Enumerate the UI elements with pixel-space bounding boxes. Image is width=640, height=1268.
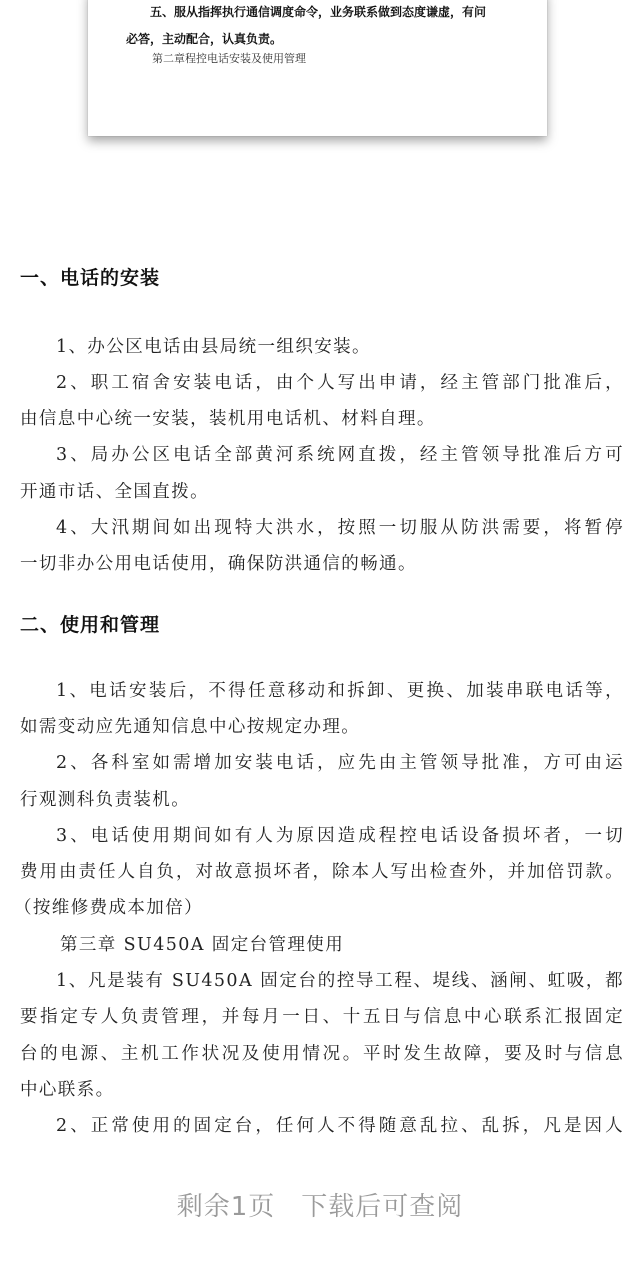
paragraph-line: 1、办公区电话由县局统一组织安装。 — [56, 337, 371, 357]
paragraph-line: 中心联系。 — [20, 1080, 115, 1100]
section-heading-usage: 二、使用和管理 — [20, 614, 161, 636]
preview-text-line: 五、服从指挥执行通信调度命令，业务联系做到态度谦虚，有问 — [150, 5, 487, 19]
paragraph-line: 1、电话安装后，不得任意移动和拆卸、更换、加装串联电话等， — [56, 681, 624, 701]
section-heading-installation: 一、电话的安装 — [20, 267, 161, 289]
remaining-pages-label[interactable]: 剩余1页 — [176, 1192, 276, 1222]
paragraph-line: 费用由责任人自负，对故意损坏者，除本人写出检查外，并加倍罚款。 — [20, 862, 624, 882]
paragraph-line: 4、大汛期间如出现特大洪水，按照一切服从防洪需要，将暂停 — [56, 518, 624, 538]
download-to-read-label[interactable]: 下载后可查阅 — [301, 1192, 464, 1222]
paragraph-line: 行观测科负责装机。 — [20, 790, 191, 810]
preview-chapter-title: 第二章程控电话安装及使用管理 — [152, 52, 306, 65]
paragraph-line: 如需变动应先通知信息中心按规定办理。 — [20, 717, 361, 737]
paragraph-line: 2、正常使用的固定台，任何人不得随意乱拉、乱拆，凡是因人 — [56, 1116, 624, 1136]
paragraph-line: 开通市话、全国直拨。 — [20, 482, 209, 502]
preview-text-line: 必答，主动配合，认真负责。 — [126, 32, 283, 46]
paragraph-line: 由信息中心统一安装，装机用电话机、材料自理。 — [20, 409, 436, 429]
document-preview-card — [88, 0, 547, 136]
paragraph-line: 一切非办公用电话使用，确保防洪通信的畅通。 — [20, 554, 417, 574]
paragraph-line: （按维修费成本加倍） — [14, 898, 203, 918]
chapter-heading: 第三章 SU450A 固定台管理使用 — [60, 935, 345, 955]
paragraph-line: 台的电源、主机工作状况及使用情况。平时发生故障，要及时与信息 — [20, 1044, 624, 1064]
paragraph-line: 3、局办公区电话全部黄河系统网直拨，经主管领导批准后方可 — [56, 445, 624, 465]
paragraph-line: 2、职工宿舍安装电话，由个人写出申请，经主管部门批准后， — [56, 373, 624, 393]
paragraph-line: 2、各科室如需增加安装电话，应先由主管领导批准，方可由运 — [56, 753, 624, 773]
paragraph-line: 3、电话使用期间如有人为原因造成程控电话设备损坏者，一切 — [56, 826, 624, 846]
read-more-prompt[interactable] — [0, 1186, 640, 1223]
paragraph-line: 1、凡是装有 SU450A 固定台的控导工程、堤线、涵闸、虹吸，都 — [56, 971, 624, 991]
paragraph-line: 要指定专人负责管理，并每月一日、十五日与信息中心联系汇报固定 — [20, 1007, 624, 1027]
